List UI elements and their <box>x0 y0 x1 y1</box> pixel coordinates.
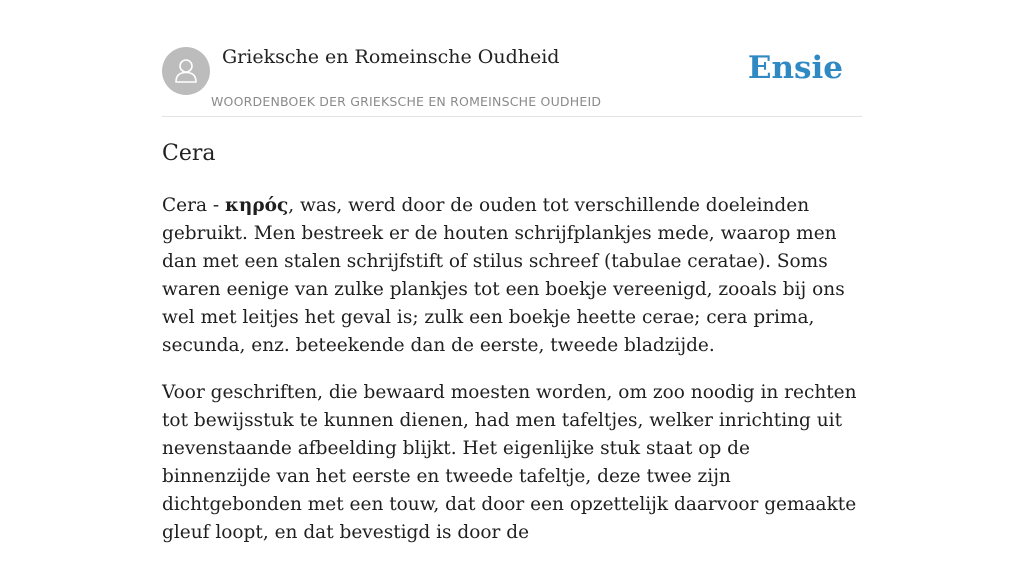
headword-lead: Cera - <box>162 195 225 216</box>
book-title-link[interactable]: Grieksche en Romeinsche Oudheid <box>222 46 560 68</box>
greek-term: κηρός <box>225 195 289 216</box>
paragraph-2: Voor geschriften, die bewaard moesten worden, om zoo noodig in rechten tot bewijsstuk te kunnen dienen, had men tafeltjes, welker inrichting uit nevenstaande afbeelding blijkt. Het eigenlijke stuk staat op de binnenzijde van het eerste en tweede tafeltje, deze twee zijn dichtgebonden met een touw, dat door een opzettelijk daarvoor gemaakte gleuf loopt, en dat bevestigd is door de <box>162 382 857 543</box>
header <box>162 44 862 117</box>
entry-content <box>162 192 862 566</box>
user-icon[interactable] <box>162 47 210 95</box>
entry-title: Cera <box>162 141 216 166</box>
book-subtitle: WOORDENBOEK DER GRIEKSCHE EN ROMEINSCHE OUDHEID <box>211 94 602 109</box>
paragraph-1 <box>162 192 862 360</box>
ensie-logo-link[interactable]: Ensie <box>747 50 843 86</box>
paragraph-1-text: , was, werd door de ouden tot verschillende doeleinden gebruikt. Men bestreek er de houten schrijfplankjes mede, waarop men dan met een stalen schrijfstift of stilus schreef (tabulae ceratae). Soms waren eenige van zulke plankjes tot een boekje vereenigd, zooals bij ons wel met leitjes het geval is; zulk een boekje heette cerae; cera prima, secunda, enz. beteekende dan de eerste, tweede bladzijde. <box>162 195 845 356</box>
